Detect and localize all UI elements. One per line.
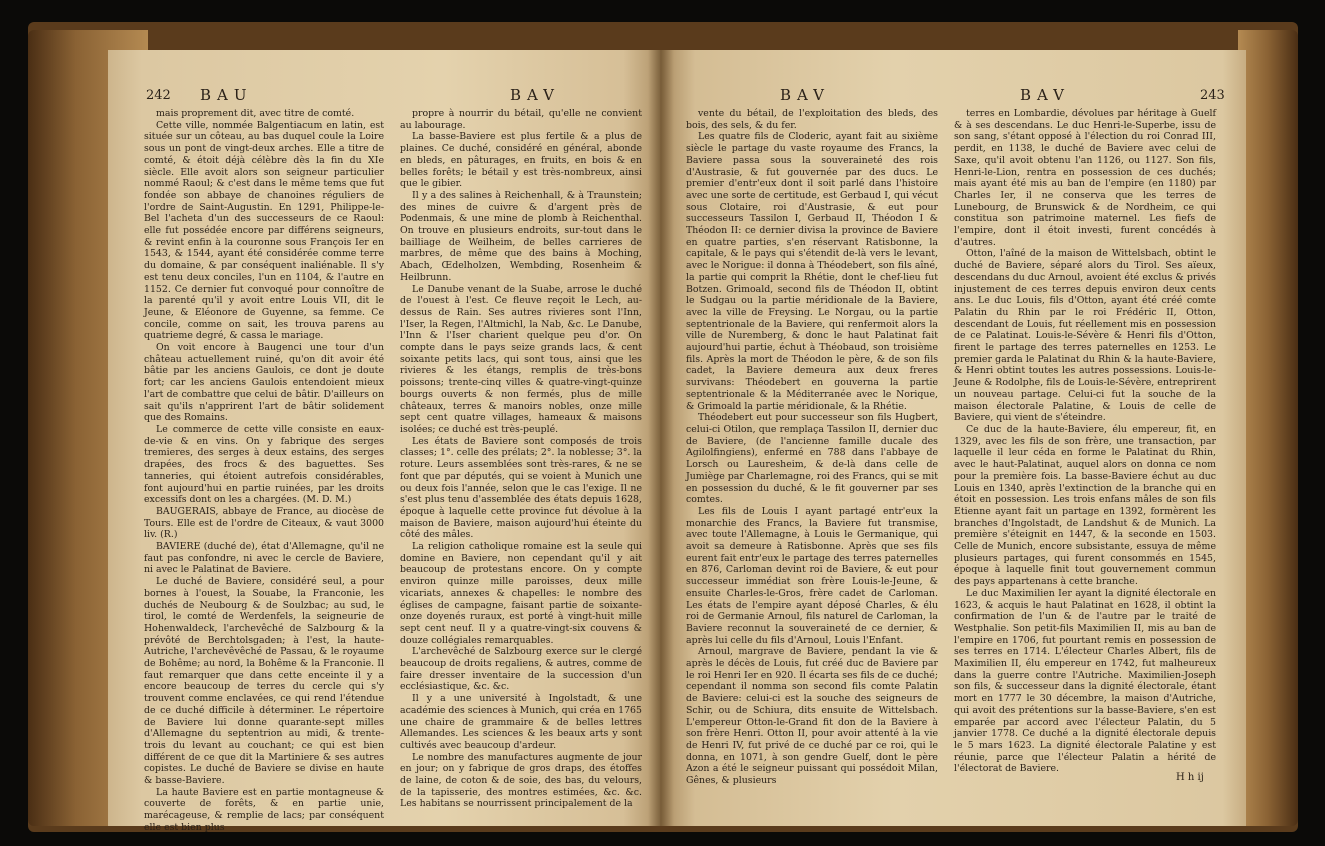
running-head-right: BAV xyxy=(1020,86,1070,104)
paragraph: Les fils de Louis I ayant partagé entr'eux la monarchie des Francs, la Baviere fut transmise, avec toute l'Allemagne, à Louis le Germanique, qui avoit sa demeure à Ratisbonne. Après que ses fils eurent fait entr'eux le partage des terres paternelles en 876, Carloman devint roi de Baviere, & eut pour successeur immédiat son frère Louis-le-Jeune, & ensuite Charles-le-Gros, frère cadet de Carloman. Les états de l'empire ayant déposé Charles, & élu roi de Germanie Arnoul, fils naturel de Carloman, la Baviere reconnut la souveraineté de ce dernier, & après lui celle du fils d'Arnoul, Louis l'Enfant. xyxy=(686,505,938,646)
paragraph: Les quatre fils de Cloderic, ayant fait au sixième siècle le partage du vaste royaume des Francs, la Baviere passa sous la souveraineté des rois d'Austrasie, & fut gouvernée par des ducs. Le premier d'entr'eux dont il soit parlé dans l'histoire avec une sorte de certitude, est Gerbaud I, qui vécut sous Clotaire, roi d'Austrasie, & eut pour successeurs Tassilon I, Gerbaud II, Théodon I & Théodon II: ce dernier divisa la province de Baviere en quatre parties, s'en réservant Ratisbonne, la capitale, & le pays qui s'étendit de-là vers le levant, avec le Norigue: il donna à Théodebert, son fils aîné, la partie qui comprit la Rhétie, dont le chef-lieu fut Botzen. Grimoald, second fils de Théodon II, obtint le Sudgau ou la partie méridionale de la Baviere, avec la ville de Freysing. Le Norgau, ou la partie septentrionale de la Baviere, qui renfermoit alors la ville de Nuremberg, & donc le haut Palatinat fait aujourd'hui partie, échut à Théobaud, son troisième fils. Après la mort de Théodon le père, & de son fils cadet, la Baviere demeura aux deux freres survivans: Théodebert en gouverna la partie septentrionale & la Méditerranée avec le Norique, & Grimoald la partie méridionale, & la Rhétie. xyxy=(686,131,938,412)
right-page xyxy=(660,50,1246,826)
paragraph: mais proprement dit, avec titre de comté. xyxy=(156,108,355,119)
signature-mark: H h ij xyxy=(1176,772,1204,783)
text-column-1 xyxy=(686,108,938,818)
paragraph: Le duché de Baviere, considéré seul, a pour bornes à l'ouest, la Souabe, la Franconie, les duchés de Neubourg & de Soulzbac; au sud, le tirol, le comté de Werdenfels, la seigneurie de Hohenwaldeck, l'archevêché de Salzbourg & la prévôté de Berchtolsgaden; à l'est, la haute-Autriche, l'archevêvêché de Passau, & le royaume de Bohême; au nord, la Bohême & la Franconie. Il faut remarquer que dans cette enceinte il y a encore beaucoup de terres du cercle qui s'y trouvent comme enclavées, ce qui rend l'étendue de ce duché difficile à déterminer. Le répertoire de Baviere lui donne quarante-sept milles d'Allemagne du septentrion au midi, & trente-trois du levant au couchant; ce qui est bien différent de ce que dit la Martiniere & ses autres copistes. Le duché de Baviere se divise en haute & basse-Baviere. xyxy=(144,576,384,787)
text-column-2 xyxy=(954,108,1216,775)
paragraph: Le Danube venant de la Suabe, arrose le duché de l'ouest à l'est. Ce fleuve reçoit le Lech, au-dessus de Rain. Ses autres rivieres sont l'Inn, l'Iser, la Regen, l'Altmichl, la Nab, &c. Le Danube, l'Inn & l'Iser charient quelque peu d'or. On compte dans le pays seize grands lacs, & cent soixante petits lacs, qui sont tous, ainsi que les rivieres & les étangs, remplis de très-bons poissons; trente-cinq villes & quatre-vingt-quinze bourgs ouverts & non fermés, plus de mille châteaux, terres & manoirs nobles, onze mille sept cent quatre villages, hameaux & maisons isolées; ce duché est très-peuplé. xyxy=(400,283,642,435)
paragraph: vente du bétail, de l'exploitation des bleds, des bois, des sels, & du fer. xyxy=(686,108,938,131)
paragraph: L'archevêché de Salzbourg exerce sur le clergé beaucoup de droits regaliens, & autres, comme de faire dresser inventaire de la succession d'un ecclésiastique, &c. &c. xyxy=(400,646,642,693)
paragraph: Le nombre des manufactures augmente de jour en jour; on y fabrique de gros draps, des étoffes de laine, de coton & de soie, des bas, du velours, de la tapisserie, des montres estimées, &c. &c. Les habitans se nourrissent principalement de la xyxy=(400,751,642,810)
paragraph: BAVIERE (duché de), état d'Allemagne, qu'il ne faut pas confondre, ni avec le cercle de Baviere, ni avec le Palatinat de Baviere. xyxy=(144,541,384,576)
page-number: 242 xyxy=(146,88,171,103)
left-page xyxy=(108,50,668,833)
paragraph: Cette ville, nommée Balgentiacum en latin, est située sur un côteau, au bas duquel coule la Loire sous un pont de vingt-deux arches. Elle a titre de comté, & étoit déjà célèbre dès la fin du XIe siècle. Elle avoit alors son seigneur particulier nommé Raoul; & c'est dans le même tems que fut fondée son abbaye de chanoines réguliers de l'ordre de Saint-Augustin. En 1291, Philippe-le-Bel l'acheta d'un des successeurs de ce Raoul: elle fut possédée encore par différens seigneurs, & revint enfin à la couronne sous François Ier en 1543, & 1544, ayant été considérée comme terre du domaine, & par conséquent inaliénable. Il s'y est tenu deux conciles, l'un en 1104, & l'autre en 1152. Ce dernier fut convoqué pour connoître de la parenté qu'il y avoit entre Louis VII, dit le Jeune, & Eléonore de Guyenne, sa femme. Ce concile, comme on sait, les trouva parens au quatrieme degré, & cassa le mariage. xyxy=(144,119,384,342)
paragraph: La basse-Baviere est plus fertile & a plus de plaines. Ce duché, considéré en général, abonde en bleds, en pâturages, en fruits, en bois & en belles forêts; le bétail y est très-nombreux, ainsi que le gibier. xyxy=(400,131,642,190)
text-column-2 xyxy=(400,108,642,818)
paragraph: La religion catholique romaine est la seule qui domine en Baviere, non cependant qu'il y ait beaucoup de protestans encore. On y compte environ quinze mille paroisses, deux mille vicariats, annexes & chapelles: le nombre des églises de campagne, faisant partie de soixante-onze doyenés ruraux, est porté à vingt-huit mille sept cent neuf. Il y a quatre-vingt-six couvens & douze collégiales remarquables. xyxy=(400,541,642,646)
text-column-1 xyxy=(144,108,384,833)
paragraph: Otton, l'aîné de la maison de Wittelsbach, obtint le duché de Baviere, séparé alors du Tirol. Ses aïeux, descendans du duc Arnoul, avoient été exclus & privés injustement de ces terres depuis environ deux cents ans. Le duc Louis, fils d'Otton, ayant été créé comte Palatin du Rhin par le roi Frédéric II, Otton, descendant de Louis, fut réellement mis en possession de ce Palatinat. Louis-le-Sévère & Henri fils d'Otton, firent le partage des terres paternelles en 1253. Le premier garda le Palatinat du Rhin & la haute-Baviere, & Henri obtint toutes les autres possessions. Louis-le-Jeune & Rodolphe, fils de Louis-le-Sévère, entreprirent un nouveau partage. Celui-ci fut la souche de la maison électorale Palatine, & Louis de celle de Baviere, qui vient de s'éteindre. xyxy=(954,248,1216,424)
paragraph: La haute Baviere est en partie montagneuse & couverte de forêts, & en partie unie, marécageuse, & remplie de lacs; par conséquent elle est bien plus xyxy=(144,786,384,833)
paragraph: On voit encore à Baugenci une tour d'un château actuellement ruiné, qu'on dit avoir été bâtie par les anciens Gaulois, ce dont je doute fort; car les anciens Gaulois entendoient mieux l'art de combattre que celui de bâtir. D'ailleurs on sait qu'ils n'apprirent l'art de bâtir solidement que des Romains. xyxy=(144,342,384,424)
paragraph: Arnoul, margrave de Baviere, pendant la vie & après le décès de Louis, fut créé duc de Baviere par le roi Henri Ier en 920. Il écarta ses fils de ce duché; cependant il nomma son second fils comte Palatin de Baviere: celui-ci est la souche des seigneurs de Schir, ou de Schiura, dits ensuite de Wittelsbach. L'empereur Otton-le-Grand fit don de la Baviere à son frère Henri. Otton II, pour avoir attenté à la vie de Henri IV, fut privé de ce duché par ce roi, qui le donna, en 1071, à son gendre Guelf, dont le père Azon a été le seigneur puissant qui possédoit Milan, Gênes, & plusieurs xyxy=(686,646,938,787)
paragraph: Théodebert eut pour successeur son fils Hugbert, celui-ci Otilon, que remplaça Tassilon II, dernier duc de Baviere, (de l'ancienne famille ducale des Agilolfingiens), enfermé en 788 dans l'abbaye de Lorsch ou Lauresheim, & de-là dans celle de Jumiège par Charlemagne, roi des Francs, qui se mit en possession du duché, & le fit gouverner par ses comtes. xyxy=(686,412,938,506)
paragraph: Il y a des salines à Reichenhall, & à Traunstein; des mines de cuivre & d'argent près de Podenmais, & une mine de plomb à Reichenthal. On trouve en plusieurs endroits, sur-tout dans le bailliage de Weilheim, de belles carrieres de marbres, de même que des bains à Moching, Abach, Œdelholzen, Wembding, Rosenheim & Heilbrunn. xyxy=(400,189,642,283)
running-head-right: BAV xyxy=(510,86,560,104)
paragraph: BAUGERAIS, abbaye de France, au diocèse de Tours. Elle est de l'ordre de Citeaux, & vaut 3000 liv. (R.) xyxy=(144,505,384,541)
page-number: 243 xyxy=(1200,88,1225,103)
book xyxy=(28,22,1298,832)
page-stack-right xyxy=(1238,30,1298,826)
paragraph: propre à nourrir du bétail, qu'elle ne convient au labourage. xyxy=(400,108,642,131)
paragraph: Le duc Maximilien Ier ayant la dignité électorale en 1623, & acquis le haut Palatinat en 1628, il obtint la confirmation de l'un & de l'autre par le traité de Westphalie. Son petit-fils Maximilien II, mis au ban de l'empire en 1706, fut pourtant remis en possession de ses terres en 1714. L'électeur Charles Albert, fils de Maximilien II, élu empereur en 1742, fut malheureux dans la guerre contre l'Autriche. Maximilien-Joseph son fils, & successeur dans la dignité électorale, étant mort en 1777 le 30 décembre, la maison d'Autriche, qui avoit des prétentions sur la basse-Baviere, s'en est emparée par accord avec l'électeur Palatin, du 5 janvier 1778. Ce duché a la dignité électorale depuis le 5 mars 1623. La dignité électorale Palatine y est réunie, parce que l'électeur Palatin a hérité de l'électorat de Baviere. xyxy=(954,587,1216,775)
paragraph: terres en Lombardie, dévolues par héritage à Guelf & à ses descendans. Le duc Henri-le-Superbe, issu de son sang, s'étant opposé à l'élection du roi Conrad III, perdit, en 1138, le duché de Baviere avec celui de Saxe, qu'il avoit obtenu l'an 1126, ou 1127. Son fils, Henri-le-Lion, rentra en possession de ces duchés; mais ayant été mis au ban de l'empire (en 1180) par Charles Ier, il ne conserva que les terres de Lunebourg, de Brunswick & de Nordheim, ce qui constitua son patrimoine maternel. Les fiefs de l'empire, dont il étoit investi, furent concédés à d'autres. xyxy=(954,108,1216,248)
paragraph: Ce duc de la haute-Baviere, élu empereur, fit, en 1329, avec les fils de son frère, une transaction, par laquelle il leur céda en forme le Palatinat du Rhin, avec le haut-Palatinat, auquel alors on donna ce nom pour la première fois. La basse-Baviere échut au duc Louis en 1340, après l'extinction de la branche qui en étoit en possession. Les trois enfans mâles de son fils Etienne ayant fait un partage en 1392, formèrent les branches d'Ingolstadt, de Landshut & de Munich. La première s'éteignit en 1447, & la seconde en 1503. Celle de Munich, encore subsistante, essuya de même plusieurs partages, qui furent consommés en 1545, époque à laquelle finit tout gouvernement commun des pays appartenans à cette branche. xyxy=(954,423,1216,588)
paragraph: Le commerce de cette ville consiste en eaux-de-vie & en vins. On y fabrique des serges tremieres, des serges à deux estains, des serges drapées, des frocs & des baguettes. Ses tanneries, qui étoient autrefois considérables, font aujourd'hui en partie ruinées, par les droits excessifs dont on les a chargées. (M. D. M.) xyxy=(144,423,384,506)
book-gutter xyxy=(648,50,674,826)
running-head-left: BAU xyxy=(200,86,253,104)
running-head-left: BAV xyxy=(780,86,830,104)
paragraph: Les états de Baviere sont composés de trois classes; 1°. celle des prélats; 2°. la noblesse; 3°. la roture. Leurs assemblées sont très-rares, & ne se font que par députés, qui se voient à Munich une ou deux fois l'année, selon que le cas l'exige. Il ne s'est plus tenu d'assemblée des états depuis 1628, époque à laquelle cette province fut dévolue à la maison de Baviere, maison aujourd'hui éteinte du côté des mâles. xyxy=(400,435,642,541)
paragraph: Il y a une université à Ingolstadt, & une académie des sciences à Munich, qui créa en 1765 une chaire de grammaire & de belles lettres Allemandes. Les sciences & les beaux arts y sont cultivés avec beaucoup d'ardeur. xyxy=(400,693,642,751)
